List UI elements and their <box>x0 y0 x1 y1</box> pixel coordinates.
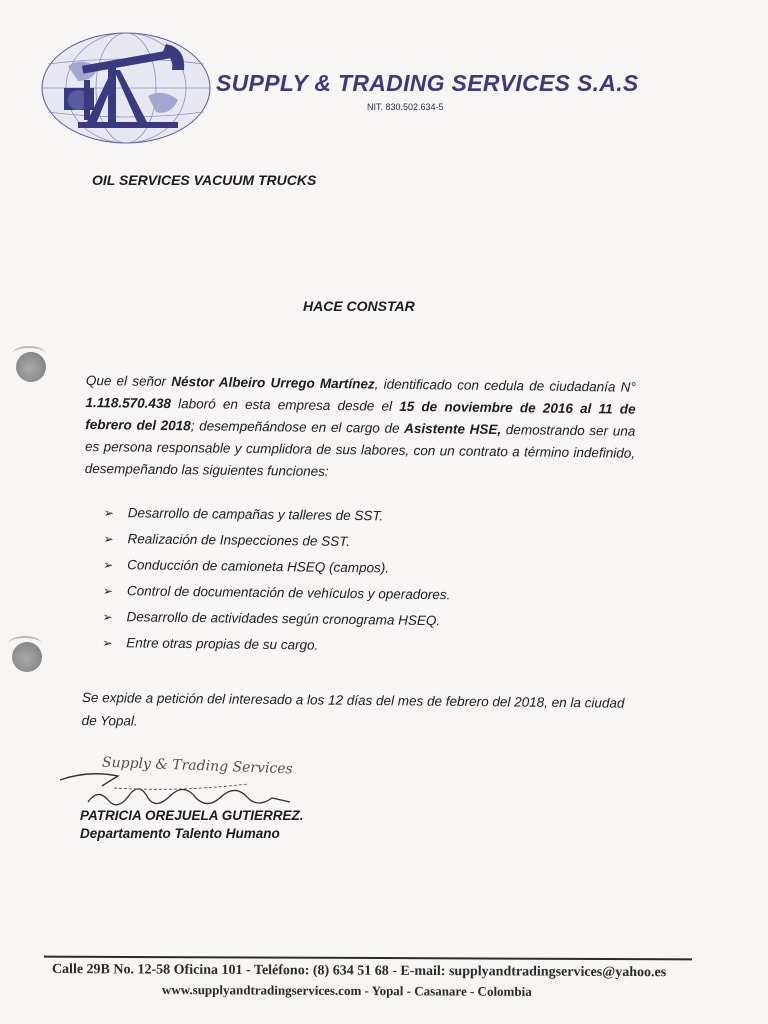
arrow-bullet-icon: ➢ <box>103 557 114 573</box>
employee-name: Néstor Albeiro Urrego Martínez <box>171 373 375 392</box>
id-number: 1.118.570.438 <box>85 394 172 411</box>
function-text: Realización de Inspecciones de SST. <box>127 531 350 550</box>
functions-list <box>102 500 604 662</box>
footer-website: www.supplyandtradingservices.com - Yopal - Casanare - Colombia <box>161 982 532 999</box>
arrow-bullet-icon: ➢ <box>102 583 114 599</box>
body-text: Que el señor <box>85 372 172 389</box>
function-text: Conducción de camioneta HSEQ (campos). <box>127 557 390 576</box>
footer-divider <box>44 956 692 961</box>
function-text: Entre otras propias de su cargo. <box>126 635 319 653</box>
footer-address: Calle 29B No. 12-58 Oficina 101 - Teléfono: (8) 634 51 68 - E-mail: supplyandtradingservices@yahoo.es <box>51 962 667 981</box>
list-item <box>102 630 602 662</box>
job-title: Asistente HSE, <box>404 420 502 437</box>
stamp-text: Supply & Trading Services <box>101 754 294 778</box>
document-title: HACE CONSTAR <box>303 298 415 314</box>
certificate-body <box>85 370 636 487</box>
function-text: Desarrollo de actividades según cronograma HSEQ. <box>126 609 441 629</box>
function-text: Control de documentación de vehículos y operadores. <box>126 583 451 603</box>
division-name: OIL SERVICES VACUUM TRUCKS <box>92 172 317 188</box>
body-text: , identificado con cedula de ciudadanía N° <box>374 376 636 395</box>
body-text: laboró en esta empresa desde el <box>170 395 400 414</box>
punch-hole <box>12 642 42 672</box>
company-nit: NIT. 830.502.634-5 <box>367 102 444 112</box>
punch-hole <box>16 352 46 382</box>
signer-department: Departamento Talento Humano <box>80 826 280 841</box>
body-text: ; desempeñándose en el cargo de <box>190 417 405 436</box>
company-name: SUPPLY & TRADING SERVICES S.A.S <box>216 70 639 96</box>
signer-name: PATRICIA OREJUELA GUTIERREZ. <box>80 808 304 823</box>
arrow-bullet-icon: ➢ <box>103 531 114 547</box>
company-logo-icon <box>38 26 214 148</box>
arrow-bullet-icon: ➢ <box>103 505 114 521</box>
closing-paragraph: Se expide a petición del interesado a los 12 días del mes de febrero del 2018, en la ciudad de Yopal. <box>81 689 625 729</box>
body-text: demostrando ser una es persona responsable y cumplidora de sus labores, con un contrato a término indefinido, desempeñando las siguientes funciones: <box>84 421 636 479</box>
function-text: Desarrollo de campañas y talleres de SST. <box>127 505 384 524</box>
employment-period: 15 de noviembre de 2016 al 11 de febrero del 2018 <box>85 398 636 433</box>
arrow-bullet-icon: ➢ <box>102 609 113 625</box>
arrow-bullet-icon: ➢ <box>102 635 113 651</box>
